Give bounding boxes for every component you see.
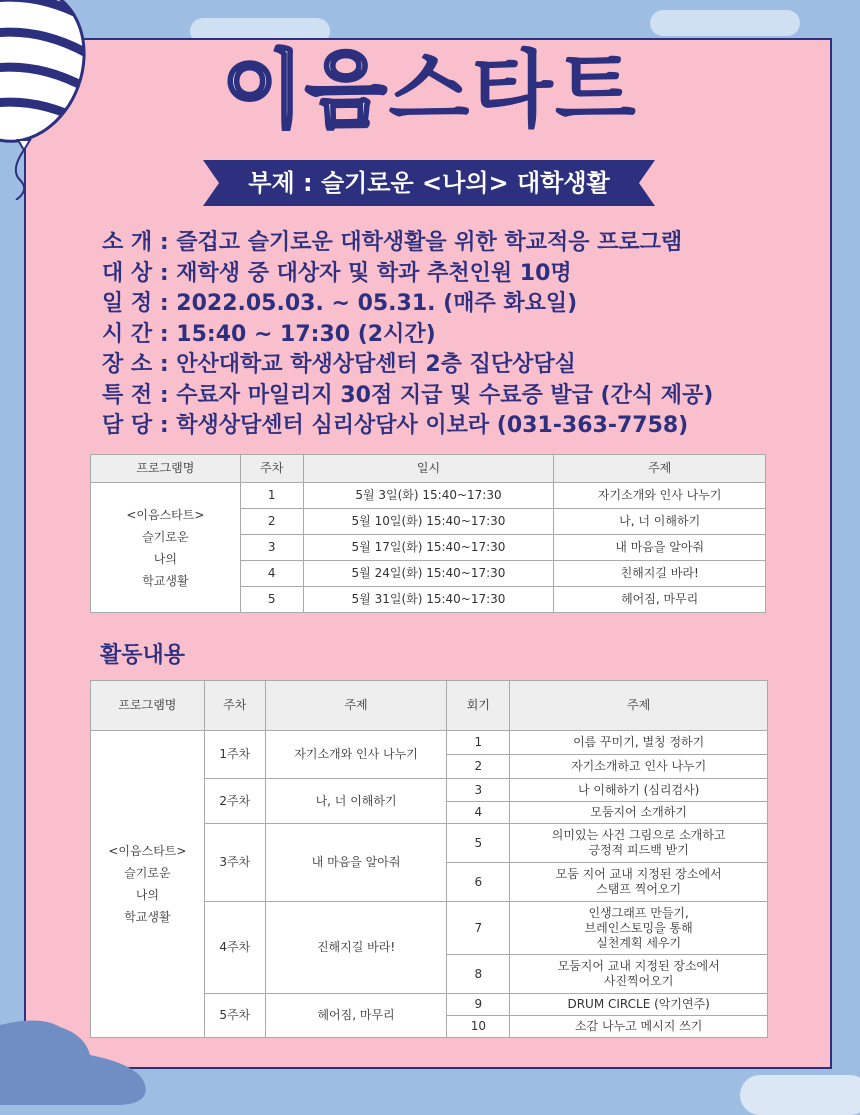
header-week: 주차 xyxy=(240,455,303,483)
date-cell: 5월 31일(화) 15:40~17:30 xyxy=(303,587,554,613)
topic-cell: 헤어짐, 마무리 xyxy=(554,587,766,613)
week-cell: 2주차 xyxy=(204,779,265,824)
title-part2: 스타트 xyxy=(388,41,638,139)
subtitle-text: 부제 : 슬기로운 <나의> 대학생활 xyxy=(248,169,610,197)
date-cell: 5월 10일(화) 15:40~17:30 xyxy=(303,509,554,535)
info-block xyxy=(102,228,713,442)
info-contact: 담 당 : 학생상담센터 심리상담사 이보라 (031-363-7758) xyxy=(102,413,689,438)
session-number-cell: 9 xyxy=(447,994,510,1016)
topic-cell: 내 마음을 알아줘 xyxy=(554,535,766,561)
session-number-cell: 1 xyxy=(447,731,510,755)
header-program: 프로그램명 xyxy=(91,681,205,731)
session-content-cell: 모둠 지어 교내 지정된 장소에서 스탬프 찍어오기 xyxy=(510,863,768,902)
session-content-cell: 소감 나누고 메시지 쓰기 xyxy=(510,1016,768,1038)
subtitle-ribbon xyxy=(203,160,655,206)
topic-cell: 나, 너 이해하기 xyxy=(554,509,766,535)
header-topic: 주제 xyxy=(265,681,447,731)
info-place: 장 소 : 안산대학교 학생상담센터 2층 집단상담실 xyxy=(102,352,576,377)
week-cell: 1 xyxy=(240,483,303,509)
title-part1: 이음 xyxy=(222,41,389,139)
topic-cell: 자기소개와 인사 나누기 xyxy=(265,731,447,779)
session-content-cell: 이름 꾸미기, 별칭 정하기 xyxy=(510,731,768,755)
week-cell: 2 xyxy=(240,509,303,535)
activity-table xyxy=(90,680,768,1038)
info-benefit: 특 전 : 수료자 마일리지 30점 지급 및 수료증 발급 (간식 제공) xyxy=(102,382,714,408)
header-week: 주차 xyxy=(204,681,265,731)
date-cell: 5월 3일(화) 15:40~17:30 xyxy=(303,483,554,509)
header-topic: 주제 xyxy=(554,455,766,483)
session-number-cell: 2 xyxy=(447,755,510,779)
header-session: 회기 xyxy=(447,681,510,731)
session-content-cell: 의미있는 사건 그림으로 소개하고 긍정적 피드백 받기 xyxy=(510,824,768,863)
week-cell: 5주차 xyxy=(204,994,265,1038)
week-cell: 3주차 xyxy=(204,824,265,902)
topic-cell: 헤어짐, 마무리 xyxy=(265,994,447,1038)
header-program: 프로그램명 xyxy=(91,455,241,483)
session-number-cell: 3 xyxy=(447,779,510,802)
table-row xyxy=(91,483,766,509)
poster-title xyxy=(0,41,860,139)
header-datetime: 일시 xyxy=(303,455,554,483)
topic-cell: 진해지길 바라! xyxy=(265,902,447,994)
week-cell: 3 xyxy=(240,535,303,561)
topic-cell: 나, 너 이해하기 xyxy=(265,779,447,824)
info-schedule: 일 정 : 2022.05.03. ~ 05.31. (매주 화요일) xyxy=(102,291,578,316)
info-time: 시 간 : 15:40 ~ 17:30 (2시간) xyxy=(102,321,436,347)
date-cell: 5월 24일(화) 15:40~17:30 xyxy=(303,561,554,587)
topic-cell: 자기소개와 인사 나누기 xyxy=(554,483,766,509)
session-content-cell: 인생그래프 만들기, 브레인스토밍을 통해 실천계획 세우기 xyxy=(510,902,768,955)
session-content-cell: 모둠지어 교내 지정된 장소에서 사진찍어오기 xyxy=(510,955,768,994)
program-name-cell: <이음스타트> 슬기로운 나의 학교생활 xyxy=(91,731,205,1038)
session-number-cell: 5 xyxy=(447,824,510,863)
topic-cell: 친해지길 바라! xyxy=(554,561,766,587)
activity-section-title: 활동내용 xyxy=(100,643,186,668)
session-number-cell: 6 xyxy=(447,863,510,902)
week-cell: 5 xyxy=(240,587,303,613)
session-number-cell: 10 xyxy=(447,1016,510,1038)
date-cell: 5월 17일(화) 15:40~17:30 xyxy=(303,535,554,561)
topic-cell: 내 마음을 알아줘 xyxy=(265,824,447,902)
session-number-cell: 8 xyxy=(447,955,510,994)
session-number-cell: 7 xyxy=(447,902,510,955)
table-header-row xyxy=(91,455,766,483)
session-content-cell: 자기소개하고 인사 나누기 xyxy=(510,755,768,779)
info-target: 대 상 : 재학생 중 대상자 및 학과 추천인원 10명 xyxy=(102,260,572,286)
session-number-cell: 4 xyxy=(447,802,510,824)
cloud-decoration xyxy=(740,1075,860,1115)
program-name-cell: <이음스타트> 슬기로운 나의 학교생활 xyxy=(91,483,241,613)
table-row xyxy=(91,731,768,755)
session-content-cell: DRUM CIRCLE (악기연주) xyxy=(510,994,768,1016)
info-intro: 소 개 : 즐겁고 슬기로운 대학생활을 위한 학교적응 프로그램 xyxy=(102,230,683,255)
header-session-topic: 주제 xyxy=(510,681,768,731)
session-content-cell: 모둠지어 소개하기 xyxy=(510,802,768,824)
session-content-cell: 나 이해하기 (심리검사) xyxy=(510,779,768,802)
week-cell: 4주차 xyxy=(204,902,265,994)
cloud-decoration xyxy=(650,10,800,36)
week-cell: 4 xyxy=(240,561,303,587)
schedule-table xyxy=(90,454,766,613)
table-header-row xyxy=(91,681,768,731)
week-cell: 1주차 xyxy=(204,731,265,779)
